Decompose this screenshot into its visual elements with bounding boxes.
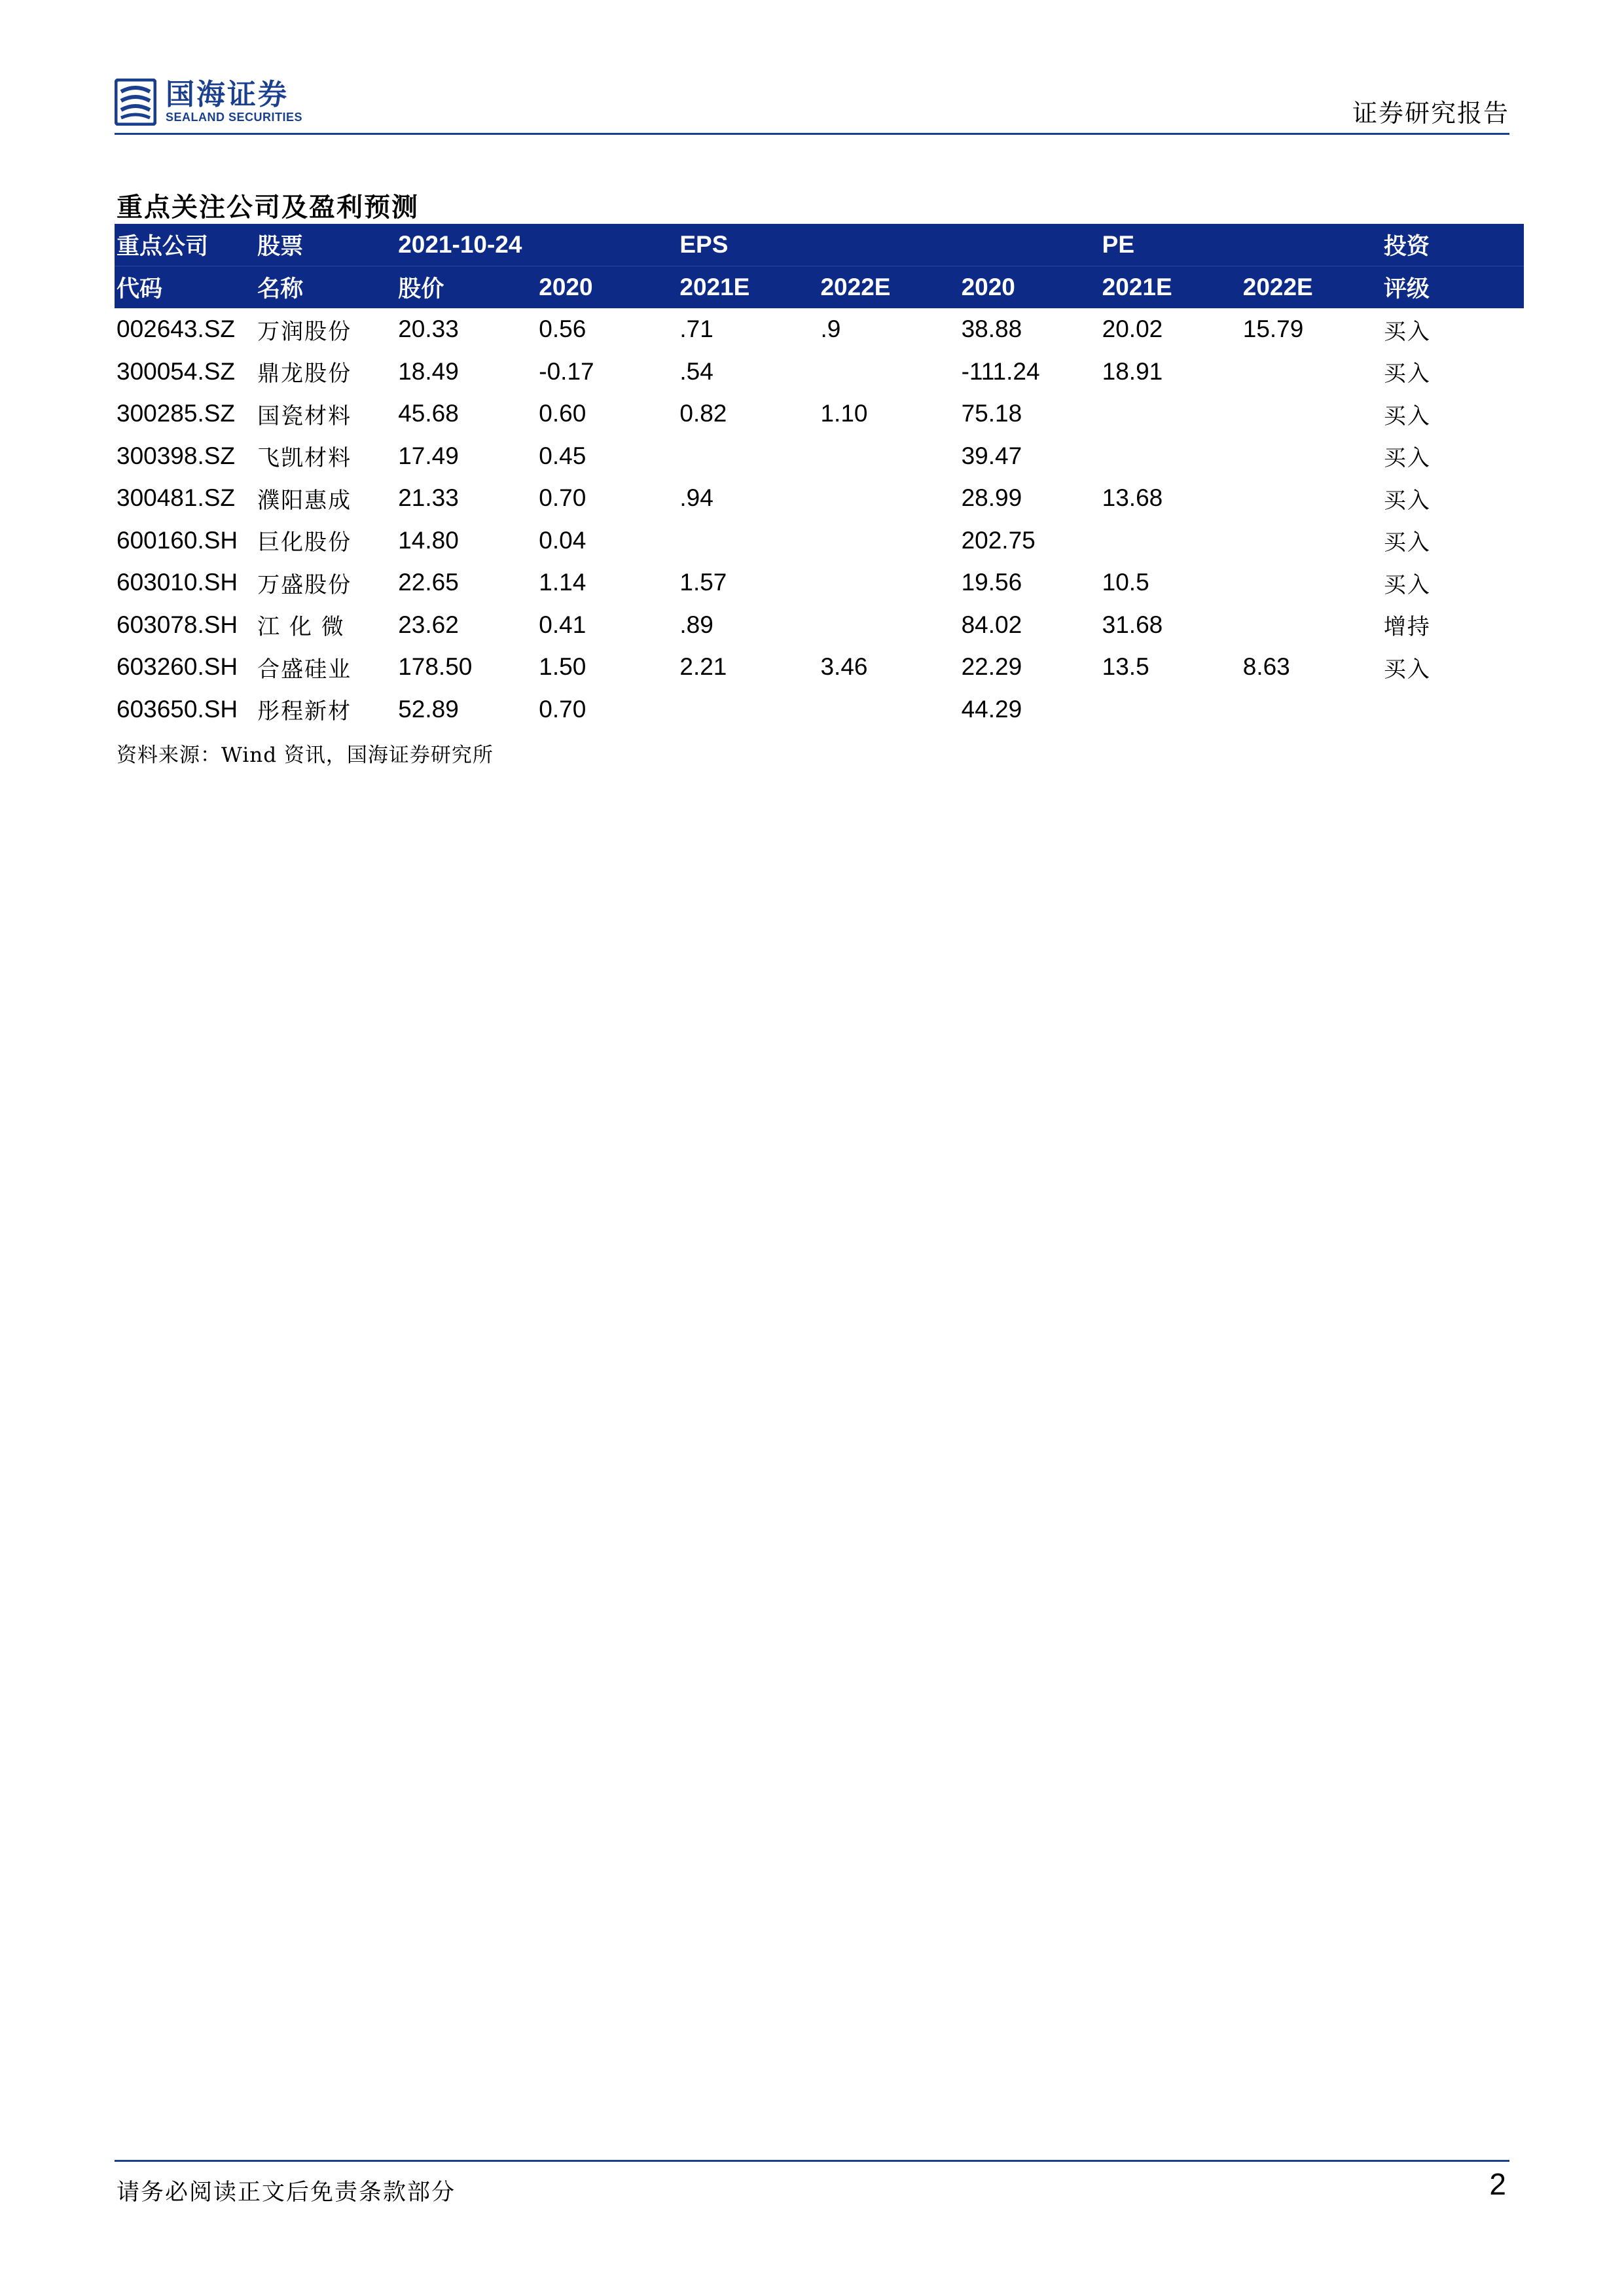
table-cell: 0.56 <box>539 315 586 343</box>
table-cell: 28.99 <box>961 484 1022 512</box>
company-logo <box>115 77 302 127</box>
table-cell: 19.56 <box>961 569 1022 596</box>
header-cell: 2020 <box>537 266 677 309</box>
report-type-label: 证券研究报告 <box>1352 99 1509 128</box>
table-cell: 8.63 <box>1242 653 1290 681</box>
table-cell: 0.82 <box>679 400 727 427</box>
table-row <box>115 689 1524 731</box>
table-row <box>115 393 1524 435</box>
table-cell: 600160.SH <box>117 526 238 554</box>
table-cell: 增持 <box>1383 614 1431 641</box>
table-cell: 江 化 微 <box>257 614 345 641</box>
table-cell: 买入 <box>1383 318 1431 345</box>
table-cell: 75.18 <box>961 400 1022 427</box>
header-cell: 2021-10-24 <box>396 224 537 266</box>
table-cell: 万润股份 <box>257 318 352 345</box>
table-cell <box>1241 604 1382 647</box>
table-cell: 14.80 <box>398 526 459 554</box>
table-cell: 飞凯材料 <box>257 445 352 472</box>
table-cell: 0.60 <box>539 400 586 427</box>
table-cell: .89 <box>679 611 713 638</box>
table-row <box>115 562 1524 604</box>
table-header-row-1 <box>115 224 1524 266</box>
table-cell: 603260.SH <box>117 653 238 681</box>
header-cell: EPS <box>677 224 818 266</box>
table-cell <box>1241 520 1382 562</box>
header-cell: 2022E <box>818 266 959 309</box>
table-cell <box>1100 689 1241 731</box>
table-cell: 15.79 <box>1242 315 1304 343</box>
table-cell <box>677 689 818 731</box>
table-cell: 国瓷材料 <box>257 403 352 429</box>
table-cell: 濮阳惠成 <box>257 487 352 514</box>
header-cell <box>1241 224 1382 266</box>
footer-divider <box>115 2160 1509 2162</box>
table-row <box>115 646 1524 689</box>
header-cell: 股价 <box>396 266 537 309</box>
header-cell <box>537 224 677 266</box>
header-cell <box>960 224 1100 266</box>
table-cell <box>677 435 818 478</box>
table-cell: 44.29 <box>961 695 1022 723</box>
table-cell: 买入 <box>1383 403 1431 429</box>
table-cell <box>818 477 959 520</box>
header-cell: 重点公司 <box>115 224 255 266</box>
table-cell: 合盛硅业 <box>257 656 352 683</box>
table-cell: 17.49 <box>398 442 459 469</box>
table-row <box>115 477 1524 520</box>
table-cell: 0.70 <box>539 695 586 723</box>
header-cell <box>818 224 959 266</box>
header-cell: 2021E <box>1100 266 1241 309</box>
table-cell: 603650.SH <box>117 695 238 723</box>
table-cell <box>818 351 959 393</box>
table-cell <box>1241 435 1382 478</box>
table-row <box>115 351 1524 393</box>
header-divider <box>115 133 1509 135</box>
table-cell: 巨化股份 <box>257 529 352 556</box>
logo-chinese-name: 国海证券 <box>166 78 289 111</box>
table-cell: 0.41 <box>539 611 586 638</box>
table-cell: 31.68 <box>1102 611 1163 638</box>
table-cell: 10.5 <box>1102 569 1149 596</box>
table-cell: 13.68 <box>1102 484 1163 512</box>
table-cell: 2.21 <box>679 653 727 681</box>
table-row <box>115 308 1524 351</box>
table-cell: 买入 <box>1383 445 1431 472</box>
table-cell: 买入 <box>1383 487 1431 514</box>
table-row <box>115 520 1524 562</box>
table-cell: 178.50 <box>398 653 473 681</box>
table-cell: 1.57 <box>679 569 727 596</box>
table-cell: 603010.SH <box>117 569 238 596</box>
page-number: 2 <box>1489 2167 1506 2201</box>
table-cell: 300398.SZ <box>117 442 236 469</box>
table-cell <box>818 562 959 604</box>
table-cell: -111.24 <box>961 357 1040 385</box>
table-cell: 38.88 <box>961 315 1022 343</box>
table-cell: 22.29 <box>961 653 1022 681</box>
table-cell: 39.47 <box>961 442 1022 469</box>
table-cell: 买入 <box>1383 656 1431 683</box>
earnings-forecast-table <box>115 224 1524 730</box>
table-cell: 彤程新材 <box>257 698 352 725</box>
table-cell <box>1100 393 1241 435</box>
table-cell: 18.91 <box>1102 357 1163 385</box>
table-cell: 买入 <box>1383 361 1431 387</box>
table-cell <box>1382 689 1524 731</box>
table-cell: 45.68 <box>398 400 459 427</box>
table-cell <box>818 435 959 478</box>
table-cell <box>677 520 818 562</box>
table-cell: 1.14 <box>539 569 586 596</box>
table-cell: 21.33 <box>398 484 459 512</box>
table-cell: 300285.SZ <box>117 400 236 427</box>
table-cell: 22.65 <box>398 569 459 596</box>
header-cell: 名称 <box>255 266 396 309</box>
table-cell: 20.02 <box>1102 315 1163 343</box>
header-cell: 股票 <box>255 224 396 266</box>
table-row <box>115 604 1524 647</box>
table-cell <box>1100 520 1241 562</box>
table-cell: 300481.SZ <box>117 484 236 512</box>
table-header-row-2 <box>115 266 1524 309</box>
table-cell: .71 <box>679 315 713 343</box>
table-cell: 52.89 <box>398 695 459 723</box>
table-cell: 1.50 <box>539 653 586 681</box>
sealand-logo-icon <box>115 79 156 126</box>
table-row <box>115 435 1524 478</box>
table-cell: 鼎龙股份 <box>257 361 352 387</box>
section-title: 重点关注公司及盈利预测 <box>117 192 419 223</box>
table-cell: 603078.SH <box>117 611 238 638</box>
table-body <box>115 308 1524 730</box>
table-cell: 13.5 <box>1102 653 1149 681</box>
table-cell: 202.75 <box>961 526 1036 554</box>
header-cell: PE <box>1100 224 1241 266</box>
data-source-note: 资料来源：Wind 资讯，国海证券研究所 <box>117 744 494 767</box>
table-cell: 84.02 <box>961 611 1022 638</box>
header-cell: 2020 <box>960 266 1100 309</box>
table-cell <box>818 604 959 647</box>
table-cell: 18.49 <box>398 357 459 385</box>
header-cell: 代码 <box>115 266 255 309</box>
table-cell <box>1100 435 1241 478</box>
table-cell: 0.70 <box>539 484 586 512</box>
header-cell: 2021E <box>677 266 818 309</box>
header-cell: 评级 <box>1382 266 1524 309</box>
header-cell: 投资 <box>1382 224 1524 266</box>
table-cell: 买入 <box>1383 571 1431 598</box>
table-cell <box>1241 393 1382 435</box>
table-cell: 300054.SZ <box>117 357 236 385</box>
table-cell <box>1241 689 1382 731</box>
table-cell <box>818 520 959 562</box>
table-cell: 0.04 <box>539 526 586 554</box>
disclaimer-note: 请务必阅读正文后免责条款部分 <box>117 2179 456 2206</box>
table-cell <box>1241 477 1382 520</box>
table-cell: .9 <box>820 315 841 343</box>
table-cell <box>1241 351 1382 393</box>
table-cell: 买入 <box>1383 529 1431 556</box>
table-cell: -0.17 <box>539 357 594 385</box>
logo-english-name: SEALAND SECURITIES <box>166 111 303 124</box>
table-cell: 1.10 <box>820 400 868 427</box>
table-cell: .54 <box>679 357 713 385</box>
table-cell: 0.45 <box>539 442 586 469</box>
table-cell: 3.46 <box>820 653 868 681</box>
table-cell: 20.33 <box>398 315 459 343</box>
table-cell: 002643.SZ <box>117 315 236 343</box>
table-cell: .94 <box>679 484 713 512</box>
table-cell: 万盛股份 <box>257 571 352 598</box>
table-cell <box>818 689 959 731</box>
header-cell: 2022E <box>1241 266 1382 309</box>
table-cell <box>1241 562 1382 604</box>
table-cell: 23.62 <box>398 611 459 638</box>
